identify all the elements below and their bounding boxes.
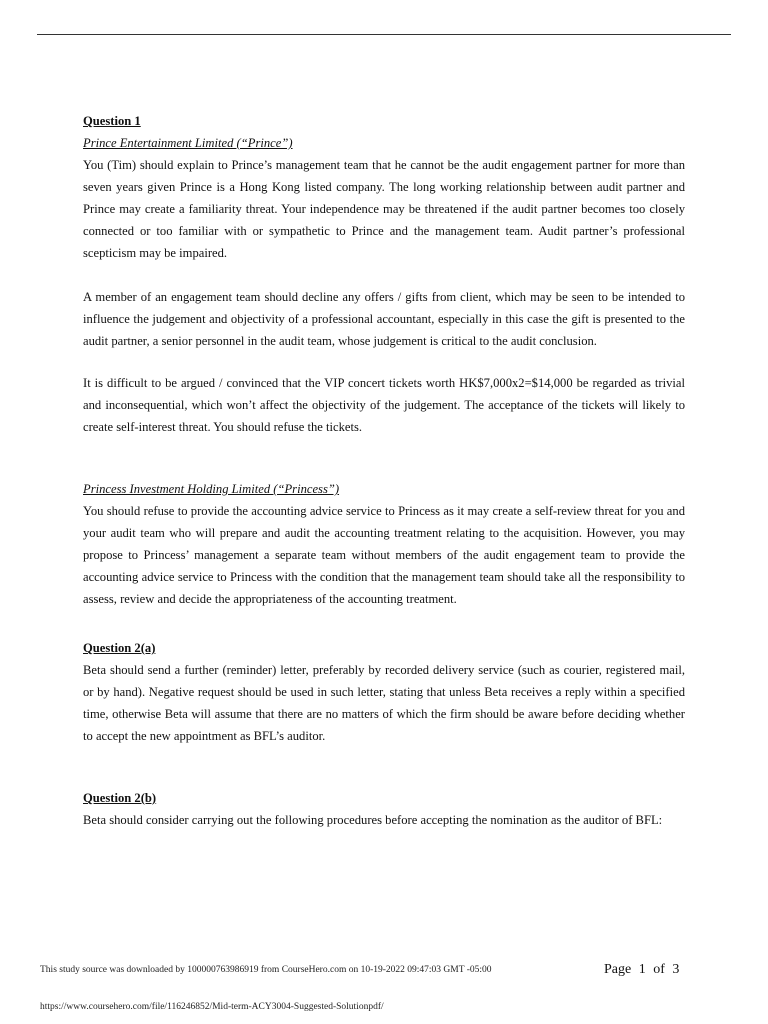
q2b-paragraph: Beta should consider carrying out the following procedures before accepting the nomination as the auditor of BFL: bbox=[83, 813, 663, 827]
download-notice: This study source was downloaded by 100000763986919 from CourseHero.com on 10-19-2022 09:47:03 GMT -05:00 bbox=[40, 965, 492, 975]
page-number: 1 bbox=[638, 962, 646, 977]
of-word: of bbox=[653, 962, 665, 977]
q1-paragraph-1: You (Tim) should explain to Prince’s management team that he cannot be the audit engagement partner for more than seven years given Prince is a Hong Kong listed company. The long working relationship between audit partner and Prince may create a familiarity threat. Your independence may be threatened if the audit partner becomes too closely connected or too familiar with or sympathetic to Prince and the management team. Audit partner’s professional scepticism may be impaired. bbox=[83, 158, 685, 260]
prince-subheading: Prince Entertainment Limited (“Prince”) bbox=[83, 136, 293, 150]
page-indicator bbox=[604, 962, 683, 978]
page-total: 3 bbox=[672, 962, 680, 977]
source-url[interactable]: https://www.coursehero.com/file/116246852/Mid-term-ACY3004-Suggested-Solutionpdf/ bbox=[40, 1002, 384, 1012]
q2a-paragraph: Beta should send a further (reminder) letter, preferably by recorded delivery service (such as courier, registered mail, or by hand). Negative request should be used in such letter, stating that unless Beta receives a reply within a specified time, otherwise Beta will assume that there are no matters of which the firm should be aware before deciding whether to accept the new appointment as BFL’s auditor. bbox=[83, 663, 685, 743]
document-body bbox=[83, 110, 685, 831]
question-1-heading: Question 1 bbox=[83, 114, 141, 128]
page-word: Page bbox=[604, 962, 632, 977]
princess-subheading: Princess Investment Holding Limited (“Princess”) bbox=[83, 482, 340, 496]
question-2b-heading: Question 2(b) bbox=[83, 791, 157, 805]
q1-paragraph-2: A member of an engagement team should decline any offers / gifts from client, which may be seen to be intended to influence the judgement and objectivity of a professional accountant, especially in this case the gift is presented to the audit partner, a senior personnel in the audit team, whose judgement is critical to the audit conclusion. bbox=[83, 290, 685, 348]
top-divider bbox=[37, 34, 731, 35]
question-2a-heading: Question 2(a) bbox=[83, 641, 156, 655]
q1-paragraph-4: You should refuse to provide the accounting advice service to Princess as it may create a self-review threat for you and your audit team who will prepare and audit the accounting treatment relating to the acquisition. However, you may propose to Princess’ management a separate team without members of the audit engagement team to provide the accounting advice service to Princess with the condition that the management team should take all the responsibility to assess, review and decide the appropriateness of the accounting treatment. bbox=[83, 504, 685, 606]
q1-paragraph-3: It is difficult to be argued / convinced that the VIP concert tickets worth HK$7,000x2=$14,000 be regarded as trivial and inconsequential, which won’t affect the objectivity of the judgement. The acceptance of the tickets will likely to create self-interest threat. You should refuse the tickets. bbox=[83, 376, 685, 434]
